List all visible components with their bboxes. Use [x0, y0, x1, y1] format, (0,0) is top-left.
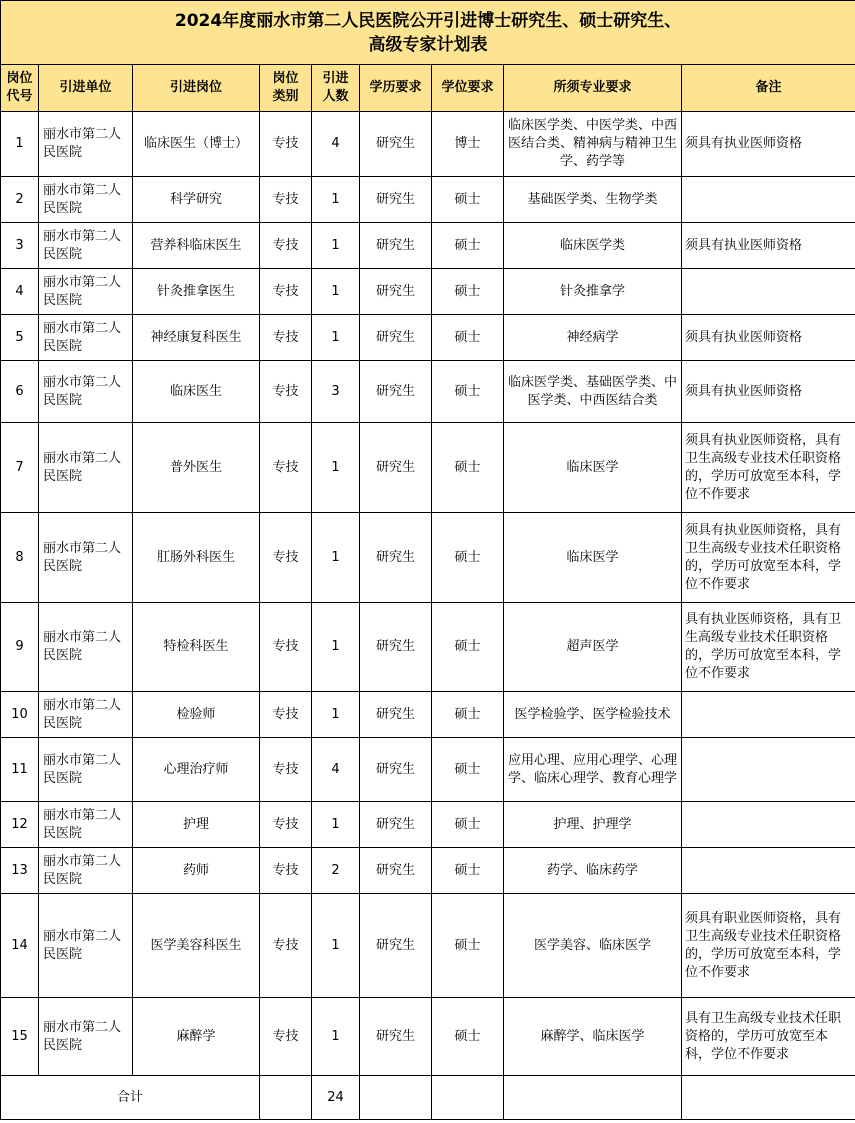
- cell-major: 临床医学类、基础医学类、中医学类、中西医结合类: [504, 361, 682, 423]
- cell-count: 2: [312, 848, 360, 894]
- header-major: 所须专业要求: [504, 65, 682, 112]
- table-row: [1, 603, 855, 692]
- cell-edu: 研究生: [360, 848, 432, 894]
- header-row: [1, 65, 855, 112]
- cell-degree: 硕士: [432, 802, 504, 848]
- cell-code: 14: [1, 894, 39, 998]
- cell-category: 专技: [260, 315, 312, 361]
- cell-category: 专技: [260, 692, 312, 738]
- cell-code: 3: [1, 223, 39, 269]
- cell-degree: 硕士: [432, 692, 504, 738]
- cell-note: [682, 848, 855, 894]
- cell-edu: 研究生: [360, 177, 432, 223]
- cell-note: 具有卫生高级专业技术任职资格的，学历可放宽至本科，学位不作要求: [682, 998, 855, 1076]
- header-degree: 学位要求: [432, 65, 504, 112]
- cell-major: 医学检验学、医学检验技术: [504, 692, 682, 738]
- cell-unit: 丽水市第二人民医院: [39, 223, 133, 269]
- cell-post: 心理治疗师: [133, 738, 260, 802]
- cell-note: [682, 269, 855, 315]
- cell-count: 1: [312, 894, 360, 998]
- table-row: [1, 513, 855, 603]
- total-empty: [260, 1076, 312, 1120]
- cell-code: 15: [1, 998, 39, 1076]
- cell-major: 医学美容、临床医学: [504, 894, 682, 998]
- cell-count: 1: [312, 315, 360, 361]
- cell-note: 须具有执业医师资格: [682, 361, 855, 423]
- cell-note: [682, 738, 855, 802]
- cell-edu: 研究生: [360, 738, 432, 802]
- table-row: [1, 894, 855, 998]
- cell-category: 专技: [260, 603, 312, 692]
- cell-unit: 丽水市第二人民医院: [39, 112, 133, 177]
- cell-code: 8: [1, 513, 39, 603]
- cell-edu: 研究生: [360, 894, 432, 998]
- cell-note: [682, 692, 855, 738]
- cell-edu: 研究生: [360, 223, 432, 269]
- cell-edu: 研究生: [360, 269, 432, 315]
- header-category: 岗位 类别: [260, 65, 312, 112]
- cell-note: 须具有执业医师资格，具有卫生高级专业技术任职资格的，学历可放宽至本科，学位不作要求: [682, 423, 855, 513]
- cell-degree: 硕士: [432, 848, 504, 894]
- table-row: [1, 998, 855, 1076]
- cell-count: 4: [312, 112, 360, 177]
- table-row: [1, 223, 855, 269]
- cell-post: 临床医生: [133, 361, 260, 423]
- cell-edu: 研究生: [360, 315, 432, 361]
- cell-major: 临床医学类: [504, 223, 682, 269]
- cell-code: 9: [1, 603, 39, 692]
- cell-category: 专技: [260, 513, 312, 603]
- cell-category: 专技: [260, 112, 312, 177]
- cell-code: 4: [1, 269, 39, 315]
- cell-count: 1: [312, 177, 360, 223]
- cell-unit: 丽水市第二人民医院: [39, 692, 133, 738]
- cell-edu: 研究生: [360, 603, 432, 692]
- table-row: [1, 177, 855, 223]
- cell-major: 基础医学类、生物学类: [504, 177, 682, 223]
- cell-degree: 硕士: [432, 315, 504, 361]
- cell-unit: 丽水市第二人民医院: [39, 998, 133, 1076]
- cell-code: 2: [1, 177, 39, 223]
- header-code: 岗位 代号: [1, 65, 39, 112]
- cell-category: 专技: [260, 848, 312, 894]
- cell-code: 1: [1, 112, 39, 177]
- cell-edu: 研究生: [360, 361, 432, 423]
- cell-edu: 研究生: [360, 802, 432, 848]
- cell-category: 专技: [260, 269, 312, 315]
- table-row: [1, 692, 855, 738]
- cell-category: 专技: [260, 894, 312, 998]
- cell-count: 1: [312, 513, 360, 603]
- cell-unit: 丽水市第二人民医院: [39, 848, 133, 894]
- cell-degree: 硕士: [432, 223, 504, 269]
- cell-major: 超声医学: [504, 603, 682, 692]
- cell-degree: 硕士: [432, 603, 504, 692]
- total-count: 24: [312, 1076, 360, 1120]
- table-row: [1, 315, 855, 361]
- cell-note: 须具有执业医师资格: [682, 112, 855, 177]
- table-row: [1, 802, 855, 848]
- cell-count: 1: [312, 802, 360, 848]
- header-note: 备注: [682, 65, 855, 112]
- cell-unit: 丽水市第二人民医院: [39, 738, 133, 802]
- cell-major: 针灸推拿学: [504, 269, 682, 315]
- cell-note: 须具有执业医师资格，具有卫生高级专业技术任职资格的，学历可放宽至本科，学位不作要求: [682, 513, 855, 603]
- cell-degree: 硕士: [432, 269, 504, 315]
- header-unit: 引进单位: [39, 65, 133, 112]
- cell-category: 专技: [260, 223, 312, 269]
- cell-major: 护理、护理学: [504, 802, 682, 848]
- cell-note: 具有执业医师资格，具有卫生高级专业技术任职资格的，学历可放宽至本科，学位不作要求: [682, 603, 855, 692]
- cell-note: 须具有职业医师资格，具有卫生高级专业技术任职资格的，学历可放宽至本科，学位不作要求: [682, 894, 855, 998]
- cell-category: 专技: [260, 177, 312, 223]
- cell-unit: 丽水市第二人民医院: [39, 802, 133, 848]
- cell-count: 4: [312, 738, 360, 802]
- cell-degree: 硕士: [432, 513, 504, 603]
- table-row: [1, 423, 855, 513]
- table-row: [1, 848, 855, 894]
- cell-unit: 丽水市第二人民医院: [39, 269, 133, 315]
- cell-code: 10: [1, 692, 39, 738]
- cell-post: 药师: [133, 848, 260, 894]
- cell-note: [682, 802, 855, 848]
- cell-post: 医学美容科医生: [133, 894, 260, 998]
- cell-unit: 丽水市第二人民医院: [39, 603, 133, 692]
- cell-count: 1: [312, 692, 360, 738]
- cell-category: 专技: [260, 423, 312, 513]
- total-empty: [682, 1076, 855, 1120]
- cell-post: 普外医生: [133, 423, 260, 513]
- cell-note: [682, 177, 855, 223]
- cell-category: 专技: [260, 738, 312, 802]
- cell-major: 药学、临床药学: [504, 848, 682, 894]
- cell-code: 13: [1, 848, 39, 894]
- cell-code: 7: [1, 423, 39, 513]
- cell-post: 针灸推拿医生: [133, 269, 260, 315]
- cell-post: 特检科医生: [133, 603, 260, 692]
- table-row: [1, 738, 855, 802]
- cell-edu: 研究生: [360, 692, 432, 738]
- cell-degree: 硕士: [432, 177, 504, 223]
- cell-post: 科学研究: [133, 177, 260, 223]
- cell-code: 12: [1, 802, 39, 848]
- cell-post: 营养科临床医生: [133, 223, 260, 269]
- cell-unit: 丽水市第二人民医院: [39, 894, 133, 998]
- cell-major: 麻醉学、临床医学: [504, 998, 682, 1076]
- cell-count: 1: [312, 998, 360, 1076]
- header-edu: 学历要求: [360, 65, 432, 112]
- table-row: [1, 269, 855, 315]
- cell-post: 神经康复科医生: [133, 315, 260, 361]
- header-count: 引进 人数: [312, 65, 360, 112]
- cell-post: 肛肠外科医生: [133, 513, 260, 603]
- cell-unit: 丽水市第二人民医院: [39, 177, 133, 223]
- total-empty: [504, 1076, 682, 1120]
- cell-major: 神经病学: [504, 315, 682, 361]
- cell-count: 1: [312, 223, 360, 269]
- cell-post: 检验师: [133, 692, 260, 738]
- table-row: [1, 112, 855, 177]
- cell-code: 6: [1, 361, 39, 423]
- total-label: 合计: [1, 1076, 260, 1120]
- cell-count: 1: [312, 423, 360, 513]
- cell-unit: 丽水市第二人民医院: [39, 315, 133, 361]
- cell-edu: 研究生: [360, 112, 432, 177]
- total-empty: [432, 1076, 504, 1120]
- table-row: [1, 361, 855, 423]
- total-row: [1, 1076, 855, 1120]
- cell-edu: 研究生: [360, 513, 432, 603]
- cell-major: 应用心理、应用心理学、心理学、临床心理学、教育心理学: [504, 738, 682, 802]
- cell-degree: 硕士: [432, 998, 504, 1076]
- cell-code: 11: [1, 738, 39, 802]
- cell-count: 1: [312, 603, 360, 692]
- cell-post: 麻醉学: [133, 998, 260, 1076]
- cell-note: 须具有执业医师资格: [682, 223, 855, 269]
- cell-count: 1: [312, 269, 360, 315]
- cell-edu: 研究生: [360, 998, 432, 1076]
- cell-category: 专技: [260, 802, 312, 848]
- cell-unit: 丽水市第二人民医院: [39, 423, 133, 513]
- cell-category: 专技: [260, 998, 312, 1076]
- cell-degree: 硕士: [432, 361, 504, 423]
- cell-unit: 丽水市第二人民医院: [39, 513, 133, 603]
- cell-post: 护理: [133, 802, 260, 848]
- cell-note: 须具有执业医师资格: [682, 315, 855, 361]
- cell-degree: 硕士: [432, 738, 504, 802]
- cell-degree: 硕士: [432, 423, 504, 513]
- header-post: 引进岗位: [133, 65, 260, 112]
- cell-degree: 硕士: [432, 894, 504, 998]
- cell-unit: 丽水市第二人民医院: [39, 361, 133, 423]
- total-empty: [360, 1076, 432, 1120]
- cell-code: 5: [1, 315, 39, 361]
- cell-major: 临床医学类、中医学类、中西医结合类、精神病与精神卫生学、药学等: [504, 112, 682, 177]
- cell-degree: 博士: [432, 112, 504, 177]
- cell-count: 3: [312, 361, 360, 423]
- title-line-2: 高级专家计划表: [368, 34, 488, 55]
- cell-category: 专技: [260, 361, 312, 423]
- cell-post: 临床医生（博士）: [133, 112, 260, 177]
- cell-major: 临床医学: [504, 423, 682, 513]
- title-line-1: 2024年度丽水市第二人民医院公开引进博士研究生、硕士研究生、: [174, 10, 682, 31]
- cell-major: 临床医学: [504, 513, 682, 603]
- cell-edu: 研究生: [360, 423, 432, 513]
- page-title: [1, 1, 855, 65]
